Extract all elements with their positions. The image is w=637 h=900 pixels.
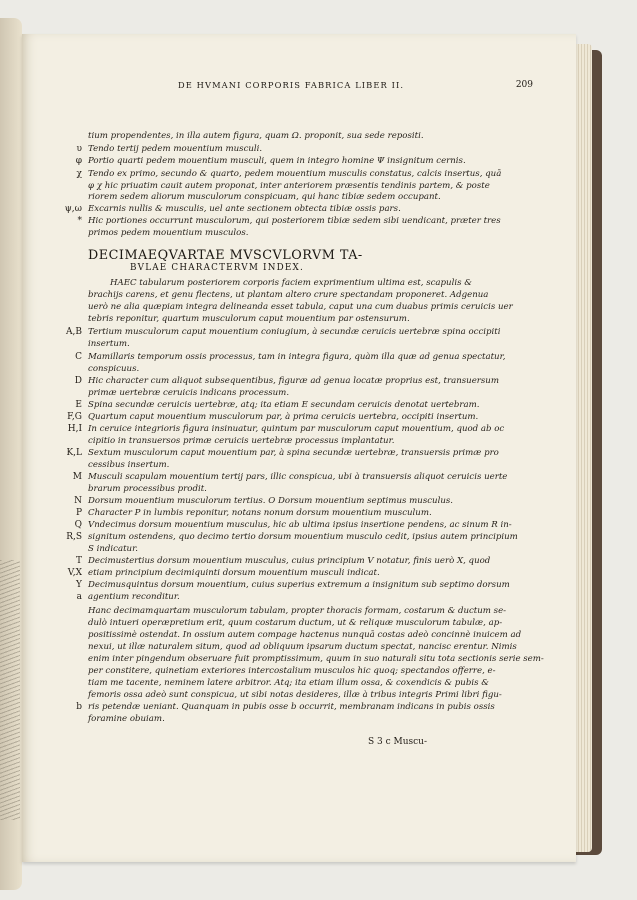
text-line: cessibus insertum. <box>88 460 170 470</box>
margin-mark: Y <box>76 580 82 590</box>
margin-mark: T <box>75 556 82 566</box>
text-line: Decimustertius dorsum mouentium musculus, cuius principium V notatur, finis uerò X, quod <box>88 556 491 566</box>
text-line: riorem sedem aliorum musculorum conspicuam, qui hanc tibiæ sedem occupant. <box>88 192 441 202</box>
text-line: positissimè ostendat. In ossium autem compage hactenus nunquā costas adeò concinnè inuicem ad <box>88 630 522 640</box>
text-line: tebris reponitur, quartum musculorum caput mouentium par ostensurum. <box>88 314 410 324</box>
text-line: brarum processibus prodit. <box>88 484 207 494</box>
facing-page-illustration <box>0 560 20 820</box>
text-line: φ χ hic priuatim cauit autem proponat, inter anteriorem præsentis tendinis partem, & poste <box>88 181 490 191</box>
margin-mark: A,B <box>66 327 82 337</box>
margin-mark: b <box>76 702 82 712</box>
margin-mark: χ <box>76 169 82 179</box>
text-line: Vndecimus dorsum mouentium musculus, hic ab ultima ipsius insertione pendens, ac sinum R in- <box>88 520 512 530</box>
text-line: enim inter pingendum obseruare fuit promptissimum, quum in suo naturali situ tota sectionis serie sem- <box>88 654 544 664</box>
text-line: Portio quarti pedem mouentium musculi, quem in integro homine Ψ insignitum cernis. <box>88 156 466 166</box>
margin-mark: * <box>77 216 82 226</box>
margin-mark: R,S <box>66 532 82 542</box>
text-line: Mamillaris temporum ossis processus, tam in integra figura, quàm illa quæ ad genua spectatur, <box>88 352 506 362</box>
text-line: Character P in lumbis reponitur, notans nonum dorsum mouentium musculum. <box>88 508 432 518</box>
text-line: Spina secundæ ceruicis uertebræ, atq; ita etiam E secundam ceruicis denotat uertebram. <box>88 400 480 410</box>
section-title: DECIMAEQVARTAE MVSCVLORVM TA- <box>88 248 363 263</box>
margin-mark: H,I <box>67 424 82 434</box>
text-line: Tertium musculorum caput mouentium coniugium, à secundæ ceruicis uertebræ spina occipiti <box>88 327 501 337</box>
text-line: conspicuus. <box>88 364 140 374</box>
margin-mark: a <box>76 592 82 602</box>
text-line: cipitio in transuersos primæ ceruicis uertebræ processus implantatur. <box>88 436 395 446</box>
text-line: agentium reconditur. <box>88 592 180 602</box>
text-line: tium propendentes, in illa autem figura, quam Ω. proponit, sua sede repositi. <box>88 131 424 141</box>
text-line: Excarnis nullis & musculis, uel ante sectionem obtecta tibiæ ossis pars. <box>88 204 401 214</box>
margin-mark: D <box>74 376 82 386</box>
text-line: primæ uertebræ ceruicis indicans processum. <box>88 388 290 398</box>
text-line: Quartum caput mouentium musculorum par, à prima ceruicis uertebra, occipiti insertum. <box>88 412 479 422</box>
text-line: uerò ne alia quæpiam integra delineanda esset tabula, caput una cum duabus primis ceruicis uer <box>88 302 513 312</box>
margin-mark: E <box>75 400 82 410</box>
text-line: insertum. <box>88 339 130 349</box>
margin-mark: υ <box>76 144 82 154</box>
margin-mark: N <box>74 496 82 506</box>
margin-mark: C <box>75 352 82 362</box>
text-line: signitum ostendens, quo decimo tertio dorsum mouentium musculo cedit, ipsius autem principium <box>88 532 518 542</box>
text-line: foramine obuiam. <box>88 714 165 724</box>
text-line: Tendo ex primo, secundo & quarto, pedem mouentium musculis constatus, calcis insertus, quā <box>88 169 502 179</box>
page-number: 209 <box>515 80 533 90</box>
text-line: Musculi scapulam mouentium tertij pars, illic conspicua, ubi à transuersis aliquot ceruicis uerte <box>88 472 508 482</box>
text-line: Hanc decimamquartam musculorum tabulam, propter thoracis formam, costarum & ductum se- <box>88 606 507 616</box>
text-line: nexui, ut illæ naturalem situm, quod ad obliquum ipsarum ductum spectat, nancisc erentur. Nimis <box>88 642 517 652</box>
text-line: Sextum musculorum caput mouentium par, à spina secundæ uertebræ, transuersis primæ pro <box>88 448 499 458</box>
text-line: dulò intueri operæpretium erit, quum costarum ductum, ut & reliquæ musculorum tabulæ, ap- <box>88 618 503 628</box>
text-line: etiam principium decimiquinti dorsum mouentium musculi indicat. <box>88 568 380 578</box>
text-line: S indicatur. <box>88 544 138 554</box>
margin-mark: ψ,ω <box>64 204 82 214</box>
text-line: Decimusquintus dorsum mouentium, cuius superius extremum a insignitum sub septimo dorsum <box>88 580 510 590</box>
running-head-title: DE HVMANI CORPORIS FABRICA LIBER II. <box>178 80 405 90</box>
text-line: ris petendæ ueniant. Quanquam in pubis osse b occurrit, membranam indicans in pubis ossis <box>88 702 495 712</box>
margin-mark: V,X <box>67 568 82 578</box>
margin-mark: P <box>75 508 82 518</box>
margin-mark: K,L <box>66 448 82 458</box>
text-line: Tendo tertij pedem mouentium musculi. <box>88 144 263 154</box>
margin-mark: M <box>72 472 82 482</box>
margin-mark: φ <box>75 156 82 166</box>
text-line: Hic portiones occurrunt musculorum, qui posteriorem tibiæ sedem sibi uendicant, præter tres <box>88 216 501 226</box>
section-subtitle: BVLAE CHARACTERVM INDEX. <box>130 263 304 273</box>
margin-mark: F,G <box>67 412 82 422</box>
text-line: per constitere, quinetiam exteriores intercostalium musculos hic quoq; spectandos offerre, e- <box>88 666 496 676</box>
running-header <box>178 80 533 94</box>
margin-mark: Q <box>74 520 82 530</box>
text-line: In ceruice integrioris figura insinuatur, quintum par musculorum caput mouentium, quod ab oc <box>88 424 505 434</box>
text-line: Dorsum mouentium musculorum tertius. O Dorsum mouentium septimus musculus. <box>88 496 453 506</box>
text-line: tiam me tacente, neminem latere arbitror. Atq; ita etiam illum ossa, & coxendicis & pubis & <box>88 678 489 688</box>
text-line: primos pedem mouentium musculos. <box>88 228 249 238</box>
text-line: femoris ossa adeò sunt conspicua, ut sibi notas desideres, illæ à tribus integris Primi libri figu- <box>88 690 502 700</box>
text-line: Hic character cum aliquot subsequentibus, figuræ ad genua locatæ proprius est, transuersum <box>88 376 499 386</box>
text-line: HAEC tabularum posteriorem corporis faciem exprimentium ultima est, scapulis & <box>110 278 472 288</box>
text-line: brachijs carens, et genu flectens, ut plantam altero crure spectandam proponeret. Adgenua <box>88 290 489 300</box>
catchword-signature: S 3 c Muscu- <box>368 737 428 747</box>
